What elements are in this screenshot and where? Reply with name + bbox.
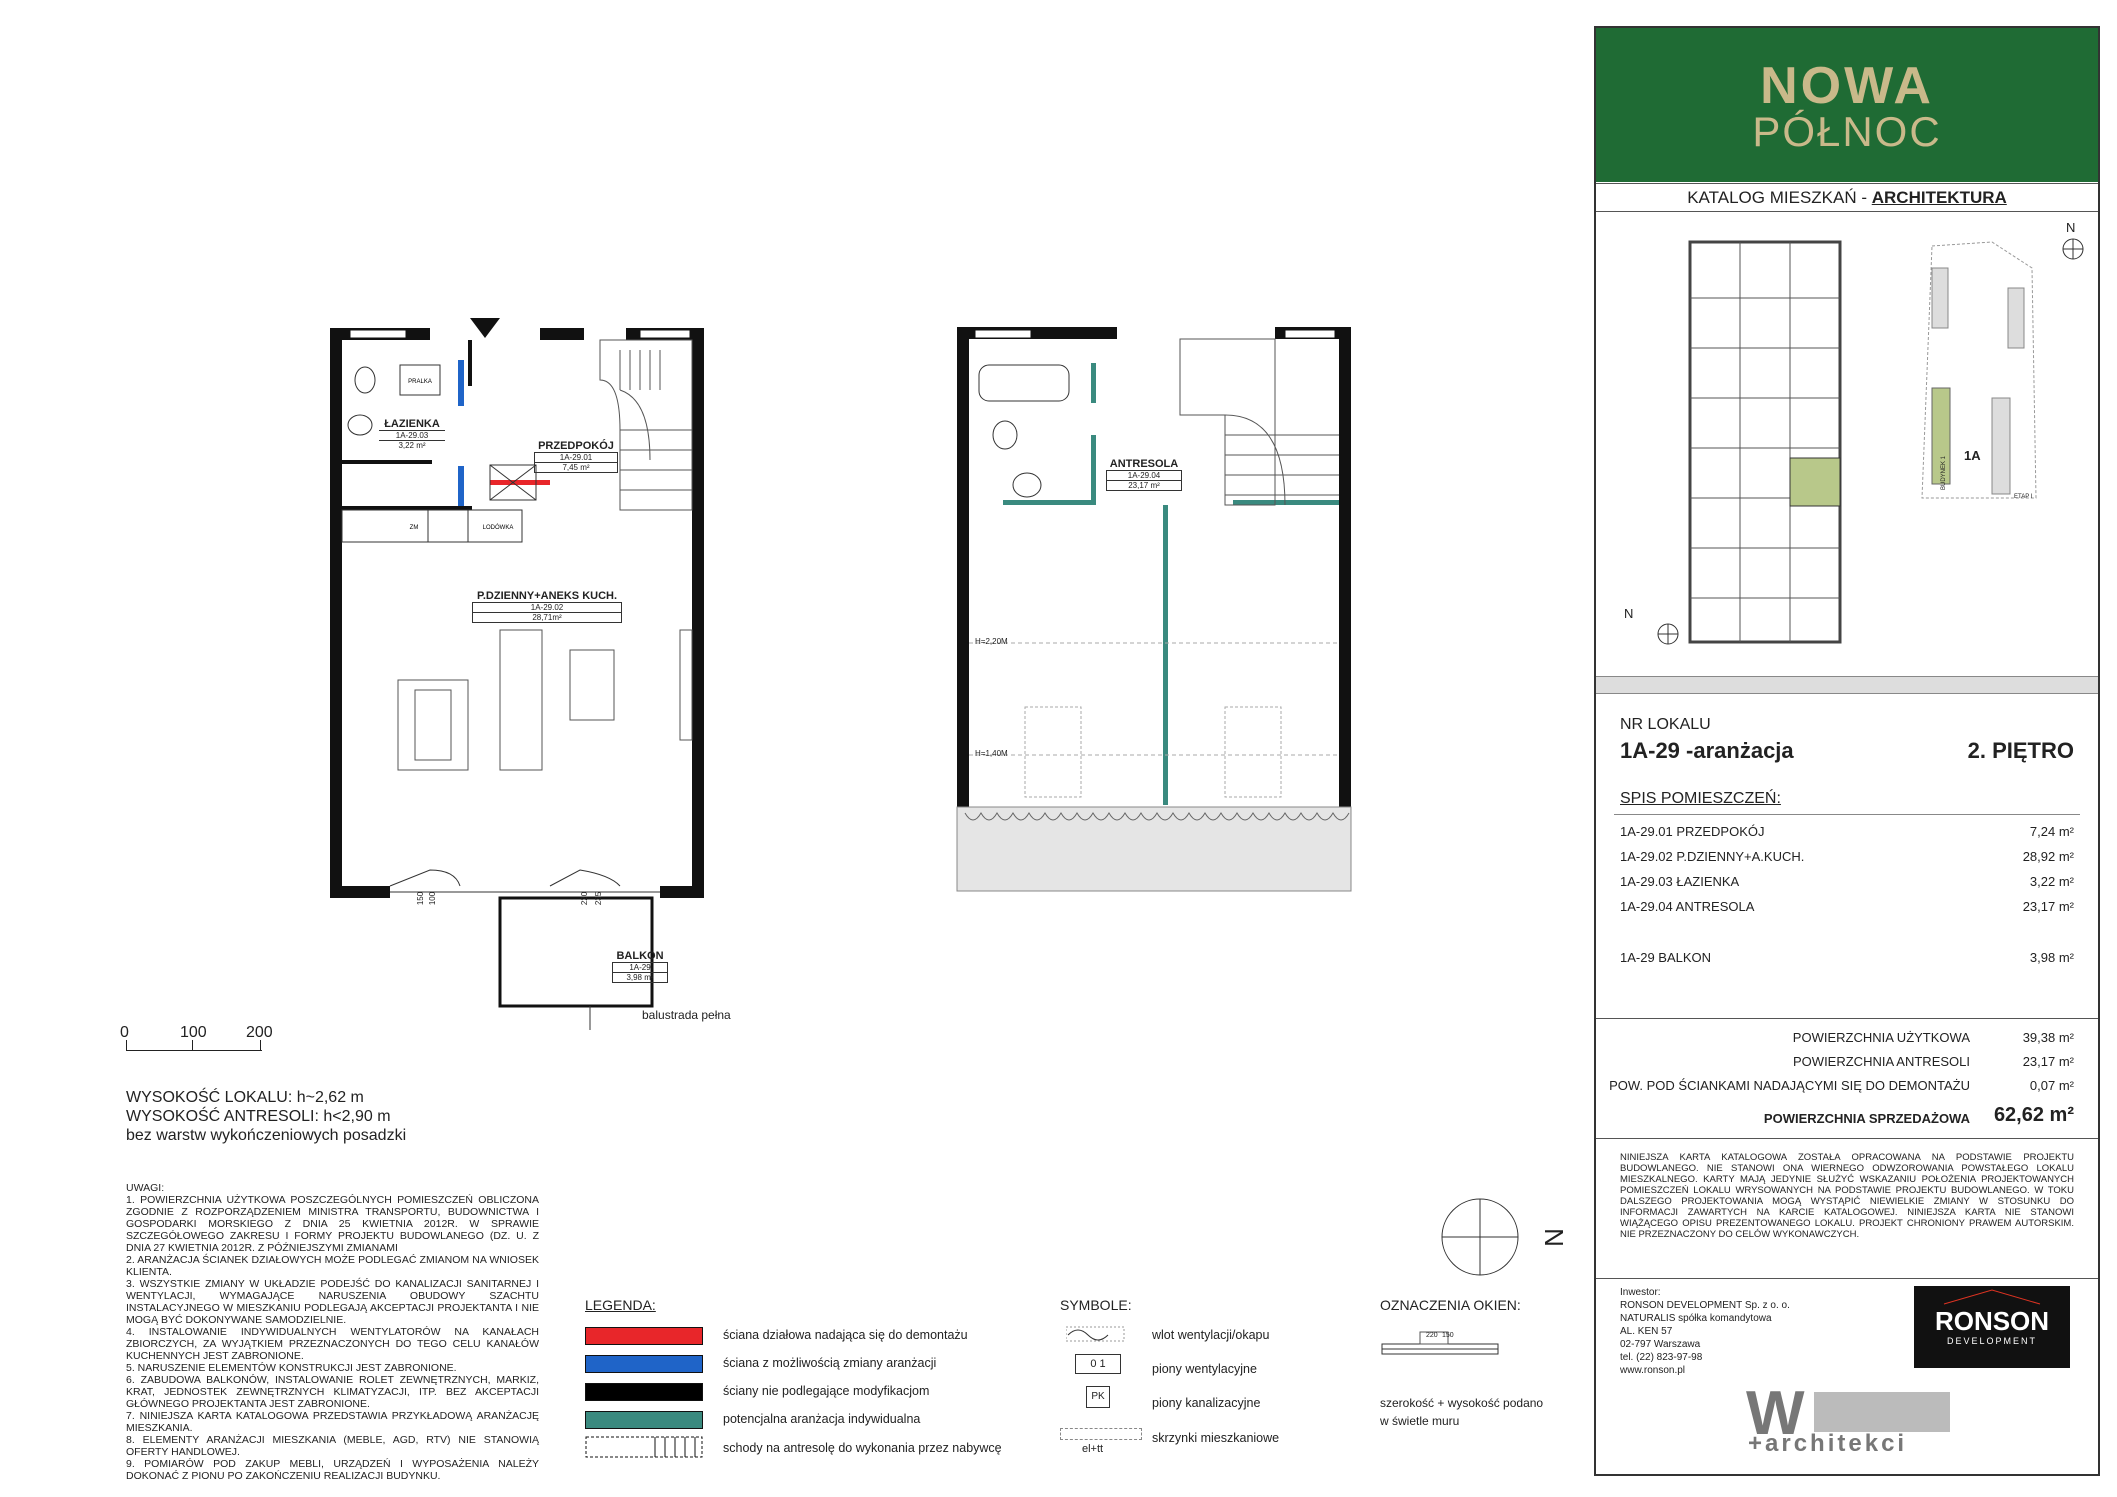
room-code: 1A-29.03 xyxy=(379,430,445,440)
brand-name: NOWA xyxy=(1760,57,1934,115)
room-code: 1A-29.04 xyxy=(1106,470,1182,480)
room-name: ŁAZIENKA xyxy=(384,418,440,430)
utility-box-label: el+tt xyxy=(1082,1443,1104,1455)
unit-height: WYSOKOŚĆ LOKALU: h~2,62 m xyxy=(126,1089,364,1106)
sale-area-value: 62,62 m² xyxy=(1993,1104,2074,1126)
investor-line: tel. (22) 823-97-98 xyxy=(1620,1352,1703,1363)
stairs-swatch-icon xyxy=(585,1436,703,1458)
total-name: POW. POD ŚCIANKAMI NADAJĄCYMI SIĘ DO DEMONTAŻU xyxy=(1609,1078,1970,1093)
room-row-area: 3,98 m² xyxy=(2029,950,2074,965)
heights-info xyxy=(126,1088,406,1145)
legend-title: LEGENDA: xyxy=(585,1297,656,1313)
symbol-label: piony kanalizacyjne xyxy=(1152,1396,1261,1410)
architects-name: +architekci xyxy=(1748,1430,1908,1457)
room-row-name: 1A-29.04 ANTRESOLA xyxy=(1620,899,1755,914)
window-dim: 150 xyxy=(1442,1332,1454,1339)
room-code: 1A-29.02 xyxy=(472,602,622,612)
scale-tick: 200 xyxy=(246,1024,273,1041)
unit-number: 1A-29 -aranżacja xyxy=(1620,738,1794,763)
site-stage-label: ETAP I xyxy=(2014,494,2033,500)
compass-icon xyxy=(1440,1197,1520,1277)
site-plan xyxy=(1912,238,2052,508)
compass-north-label: N xyxy=(1538,1228,1569,1247)
rooms-header: SPIS POMIESZCZEŃ: xyxy=(1620,790,1781,807)
dim-label: 235 xyxy=(594,891,604,906)
note-item: 5. NARUSZENIE ELEMENTÓW KONSTRUKCJI JEST ZABRONIONE. xyxy=(126,1362,457,1374)
building-key-plan xyxy=(1630,238,1930,648)
note-item: 3. WSZYSTKIE ZMIANY W UKŁADZIE PODEJŚĆ DO KANALIZACJI SANITARNEJ I WENTYLACJI, WYMAGAJĄCE NARUSZENIA OBUDOWY SZACHTU INSTALACYJNEGO W MIESZKANIU PODLEGAJĄ AKCEPTACJI PROJEKTANTA I NIE MOGĄ BYĆ DOKONYWANE SAMODZIELNIE. xyxy=(126,1278,539,1326)
room-area: 3,98 m² xyxy=(612,972,668,983)
window-symbol-icon xyxy=(1380,1330,1500,1370)
room-label-przedpokoj xyxy=(534,440,618,473)
dim-label: 150 xyxy=(416,891,426,906)
symbols-title: SYMBOLE: xyxy=(1060,1297,1132,1313)
architects-logo xyxy=(1746,1379,1956,1457)
floor-plan-mezzanine xyxy=(955,325,1355,895)
legend-swatch-red xyxy=(585,1327,703,1345)
note-item: 1. POWIERZCHNIA UŻYTKOWA POSZCZEGÓLNYCH POMIESZCZEŃ OBLICZONA ZGODNIE Z ROZPORZĄDZENIEM MINISTRA TRANSPORTU, BUDOWNICTWA I GOSPODARKI MORSKIEGO Z DNIA 25 KWIETNIA 2012R. W SPRAWIE SZCZEGÓŁOWEGO ZAKRESU I FORMY PROJEKTU BUDOWLANEGO (DZ. U. Z DNIA 27 KWIETNIA 2012R. Z PÓŹNIEJSZYMI ZMIANAMI xyxy=(126,1194,539,1254)
total-area: 39,38 m² xyxy=(2022,1030,2074,1045)
room-name: ANTRESOLA xyxy=(1109,458,1179,470)
height-label: H=1,40M xyxy=(975,749,1008,758)
room-area: 23,17 m² xyxy=(1106,480,1182,491)
key-plan-north: N xyxy=(1624,606,1634,621)
window-caption: szerokość + wysokość podano w świetle muru xyxy=(1380,1396,1544,1428)
total-area: 0,07 m² xyxy=(2029,1078,2074,1093)
note-item: 6. ZABUDOWA BALKONÓW, INSTALOWANIE ROLET ZEWNĘTRZNYCH, MARKIZ, KRAT, JEDNOSTEK ZEWNĘTRZNYCH KLIMATYZACJI, ITP. BEZ AKCEPTACJI GŁÓWNEGO PROJEKTANTA JEST ZABRONIONE. xyxy=(126,1374,539,1410)
room-label-balkon xyxy=(612,950,668,983)
total-area: 23,17 m² xyxy=(2022,1054,2074,1069)
investor-info xyxy=(1620,1286,1790,1377)
note-item: 7. NINIEJSZA KARTA KATALOGOWA PRZEDSTAWIA PRZYKŁADOWĄ ARANŻACJĘ MIESZKANIA. xyxy=(126,1410,539,1434)
brand-subname: PÓŁNOC xyxy=(1752,108,1942,155)
mezz-height: WYSOKOŚĆ ANTRESOLI: h<2,90 m xyxy=(126,1108,391,1125)
brand-header xyxy=(1596,28,2098,182)
info-panel xyxy=(1594,26,2100,1476)
room-row-area: 7,24 m² xyxy=(2029,824,2074,839)
investor-line: AL. KEN 57 xyxy=(1620,1326,1673,1337)
symbol-label: piony wentylacyjne xyxy=(1152,1362,1257,1376)
room-name: PRZEDPOKÓJ xyxy=(538,440,614,452)
room-label-living xyxy=(472,590,622,623)
legend-swatch-black xyxy=(585,1383,703,1401)
dim-label: 100 xyxy=(428,891,438,906)
scale-tick: 100 xyxy=(180,1024,207,1041)
vent-inlet-icon xyxy=(1066,1325,1126,1343)
disclaimer: NINIEJSZA KARTA KATALOGOWA ZOSTAŁA OPRACOWANA NA PODSTAWIE PROJEKTU BUDOWLANEGO. NIE STANOWI ONA WIERNEGO ODWZOROWANIA POWSTAŁEGO LOKALU MIESZKALNEGO. KARTY MAJĄ JEDYNIE SŁUŻYĆ WSKAZANIU POŁOŻENIA PROJEKTOWANYCH POMIESZCZEŃ LOKALU WRYSOWANYCH NA PODSTAWIE PROJEKTU BUDOWLANEGO. W TOKU DALSZEGO PROJEKTOWANIA MOGĄ WYSTĄPIĆ NIEWIELKIE ZMIANY W STOSUNKU DO INFORMACJI ZAWARTYCH NA KARCIE KATALOGOWEJ. NINIEJSZA KARTA NIE STANOWI WIĄŻĄCEGO OPISU PREZENTOWANEGO LOKALU. PROJEKT CHRONIONY PRAWEM AUTORSKIM. NIE PRZEZNACZONY DO CELÓW WYKONAWCZYCH. xyxy=(1620,1152,2074,1240)
height-note: bez warstw wykończeniowych posadzki xyxy=(126,1127,407,1144)
site-building-label: BUDYNEK 1 xyxy=(1941,455,1948,491)
room-name: P.DZIENNY+ANEKS KUCH. xyxy=(476,590,618,602)
unit-floor: 2. PIĘTRO xyxy=(1967,738,2074,763)
legend-label: ściana z możliwością zmiany aranżacji xyxy=(723,1356,937,1370)
room-row-area: 28,92 m² xyxy=(2022,849,2074,864)
legend-swatch-teal xyxy=(585,1411,703,1429)
height-label: H=2,20M xyxy=(975,637,1008,646)
note-item: 9. POMIARÓW POD ZAKUP MEBLI, URZĄDZEŃ I WYPOSAŻENIA NALEŻY DOKONAĆ Z PIONU PO ZAKOŃCZENIU REALIZACJI BUDYNKU. xyxy=(126,1458,539,1482)
investor-line: RONSON DEVELOPMENT Sp. z o. o. xyxy=(1620,1300,1790,1311)
scale-tick: 0 xyxy=(120,1024,129,1041)
notes-title: UWAGI: xyxy=(126,1182,165,1194)
note-item: 8. ELEMENTY ARANŻACJI MIESZKANIA (MEBLE, AGD, RTV) NIE STANOWIĄ OFERTY HANDLOWEJ. xyxy=(126,1434,539,1458)
windows-title: OZNACZENIA OKIEN: xyxy=(1380,1297,1521,1313)
catalog-title xyxy=(1596,184,2098,212)
ronson-logo-name: RONSON xyxy=(1934,1306,2050,1336)
dim-label: 220 xyxy=(580,891,590,906)
investor-line: NATURALIS spółka komandytowa xyxy=(1620,1313,1772,1324)
room-row-name: 1A-29 BALKON xyxy=(1620,950,1712,965)
room-row-name: 1A-29.03 ŁAZIENKA xyxy=(1620,874,1740,889)
room-row-name: 1A-29.02 P.DZIENNY+A.KUCH. xyxy=(1620,849,1805,864)
note-item: 4. INSTALOWANIE INDYWIDUALNYCH WENTYLATORÓW NA KANAŁACH ZBIORCZYCH, ZA WYJĄTKIEM PRZEZNACZONYCH DO TEGO CELU KANAŁÓW KUCHENNYCH JEST ZABRONIONE. xyxy=(126,1326,539,1362)
legend-label: ściana działowa nadająca się do demontażu xyxy=(723,1328,968,1342)
site-compass-icon xyxy=(2062,238,2084,260)
investor-line: 02-797 Warszawa xyxy=(1620,1339,1701,1350)
ronson-logo-sub: DEVELOPMENT xyxy=(1946,1336,2037,1346)
room-label-lazienka xyxy=(379,418,445,450)
room-area: 28,71m² xyxy=(472,612,622,623)
room-code: 1A-29.01 xyxy=(534,452,618,462)
legend-label: potencjalna aranżacja indywidualna xyxy=(723,1412,921,1426)
investor-label: Inwestor: xyxy=(1620,1287,1661,1298)
symbol-label: skrzynki mieszkaniowe xyxy=(1152,1431,1280,1445)
catalog-emphasis: ARCHITEKTURA xyxy=(1871,188,2007,207)
legend-swatch-blue xyxy=(585,1355,703,1373)
symbol-label: wlot wentylacji/okapu xyxy=(1152,1328,1270,1342)
window-dim: 220 xyxy=(1426,1332,1438,1339)
sewage-riser-icon: PK xyxy=(1086,1386,1110,1408)
ronson-logo xyxy=(1914,1286,2070,1368)
room-area: 3,22 m² xyxy=(379,440,445,450)
total-name: POWIERZCHNIA ANTRESOLI xyxy=(1793,1054,1970,1069)
room-name: BALKON xyxy=(616,950,664,962)
architects-mark: W xyxy=(1746,1379,1805,1448)
sale-area-name: POWIERZCHNIA SPRZEDAŻOWA xyxy=(1763,1111,1970,1126)
utility-box-icon xyxy=(1060,1428,1142,1440)
room-row-area: 23,17 m² xyxy=(2022,899,2074,914)
sink-label: ZM xyxy=(409,525,419,531)
room-area: 7,45 m² xyxy=(534,462,618,473)
notes xyxy=(126,1182,539,1482)
note-item: 2. ARANŻACJA ŚCIANEK DZIAŁOWYCH MOŻE PODLEGAĆ ZMIANOM NA WNIOSEK KLIENTA. xyxy=(126,1254,539,1278)
site-north-label: N xyxy=(2066,220,2076,235)
room-label-antresola xyxy=(1106,458,1182,491)
room-code: 1A-29 xyxy=(612,962,668,972)
legend-label: ściany nie podlegające modyfikacjom xyxy=(723,1384,930,1398)
vent-riser-icon: 0 1 xyxy=(1075,1354,1121,1374)
balustrade-label: balustrada pełna xyxy=(642,1008,731,1022)
investor-line: www.ronson.pl xyxy=(1620,1365,1686,1376)
catalog-prefix: KATALOG MIESZKAŃ - xyxy=(1687,188,1872,207)
site-code-label: 1A xyxy=(1964,448,1981,463)
unit-label: NR LOKALU xyxy=(1620,716,1711,733)
fridge-label: LODÓWKA xyxy=(482,525,514,531)
total-name: POWIERZCHNIA UŻYTKOWA xyxy=(1792,1030,1970,1045)
washer-label: PRALKA xyxy=(408,379,432,385)
room-row-area: 3,22 m² xyxy=(2029,874,2074,889)
legend-label: schody na antresolę do wykonania przez nabywcę xyxy=(723,1441,1002,1455)
room-row-name: 1A-29.01 PRZEDPOKÓJ xyxy=(1620,824,1765,839)
